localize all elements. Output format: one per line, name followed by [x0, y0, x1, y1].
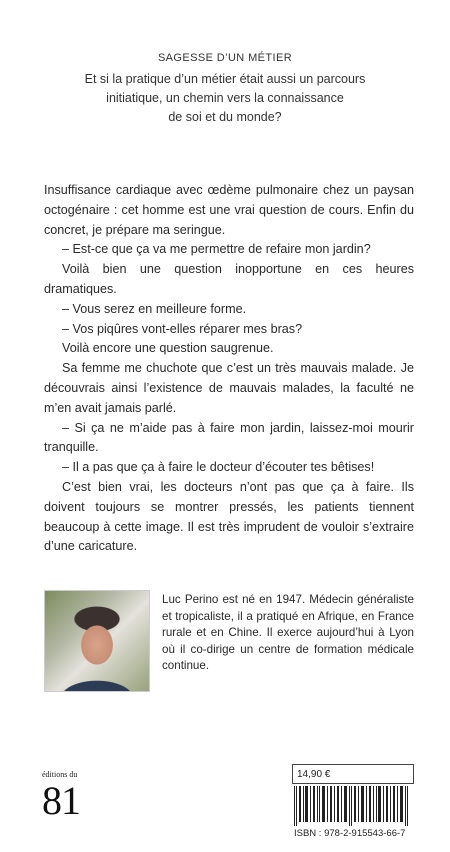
- barcode-icon: [292, 786, 414, 826]
- isbn: ISBN : 978-2-915543-66-7: [294, 828, 406, 839]
- price-label: 14,90 €: [292, 764, 414, 784]
- tagline-line: initiatique, un chemin vers la connaissance: [106, 91, 344, 105]
- excerpt-paragraph: – Si ça ne m’aide pas à faire mon jardin, laissez-moi mourir tranquille.: [44, 420, 414, 455]
- excerpt-paragraph: C’est bien vrai, les docteurs n’ont pas que ça à faire. Ils doivent toujours se montrer pressés, les patients tiennent beaucoup à cette image. Il est très imprudent de vouloir s’extraire d’une caricature.: [44, 479, 414, 554]
- publisher-mark: 81: [42, 778, 80, 823]
- publisher-label: éditions du: [42, 770, 78, 779]
- excerpt-paragraph: Voilà bien une question inopportune en ces heures dramatiques.: [44, 262, 414, 296]
- tagline-line: Et si la pratique d’un métier était aussi un parcours: [84, 72, 366, 86]
- excerpt-paragraph: – Vos piqûres vont-elles réparer mes bras?: [62, 321, 303, 336]
- header: [0, 52, 450, 127]
- author-photo: [44, 590, 150, 692]
- excerpt-paragraph: – Il a pas que ça à faire le docteur d’écouter tes bêtises!: [62, 460, 375, 475]
- tagline: [0, 70, 450, 127]
- excerpt-paragraph: Insuffisance cardiaque avec œdème pulmonaire chez un paysan octogénaire : cet homme est une vrai question de cours. Enfin du concret, je prépare ma seringue.: [44, 183, 414, 237]
- excerpt: [44, 181, 414, 557]
- author-bio: Luc Perino est né en 1947. Médecin généraliste et tropicaliste, il a pratiqué en Afrique, en France rurale et en Chine. Il exerce aujourd’hui à Lyon où il co-dirige un centre de formation médicale continue.: [162, 593, 414, 673]
- series-title: SAGESSE D’UN MÉTIER: [157, 52, 293, 64]
- excerpt-paragraph: – Vous serez en meilleure forme.: [62, 301, 247, 316]
- publisher-logo: [42, 770, 102, 821]
- excerpt-paragraph: – Est-ce que ça va me permettre de refaire mon jardin?: [62, 242, 371, 257]
- tagline-line: de soi et du monde?: [168, 110, 282, 124]
- excerpt-paragraph: Sa femme me chuchote que c’est un très mauvais malade. Je découvrais ainsi l’existence de mauvais malades, la faculté ne m’en avait jamais parlé.: [44, 361, 414, 415]
- excerpt-paragraph: Voilà encore une question saugrenue.: [62, 341, 274, 356]
